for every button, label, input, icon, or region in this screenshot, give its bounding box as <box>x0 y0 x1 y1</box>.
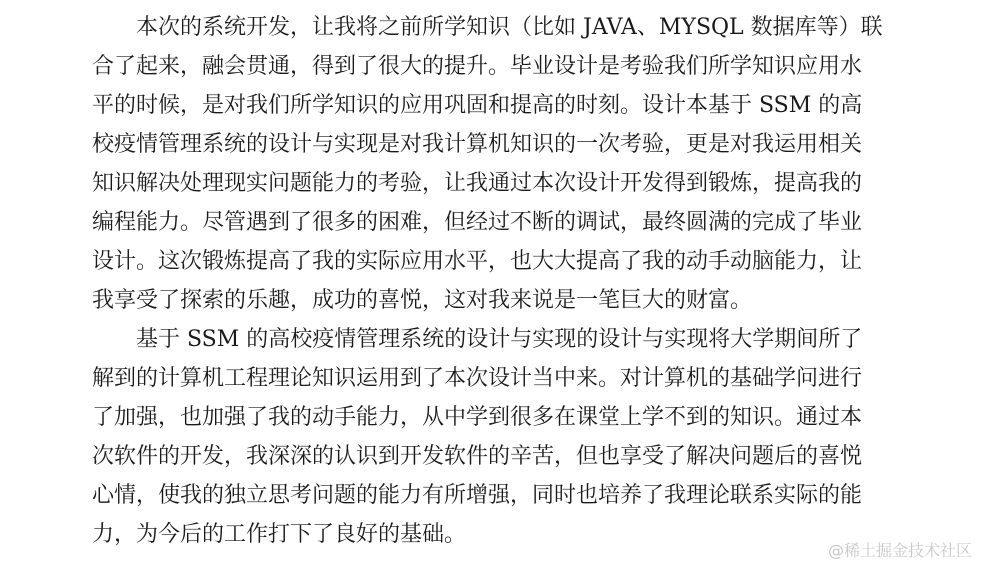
watermark: @稀土掘金技术社区 <box>827 541 972 560</box>
paragraph-2-line-2: 解到的计算机工程理论知识运用到了本次设计当中来。对计算机的基础学问进行 <box>92 366 863 391</box>
paragraph-2-line-4: 次软件的开发，我深深的认识到开发软件的辛苦，但也享受了解决问题后的喜悦 <box>92 444 863 469</box>
paragraph-1-line-5: 知识解决处理现实问题能力的考验，让我通过本次设计开发得到锻炼，提高我的 <box>92 171 863 196</box>
paragraph-2-line-6: 力，为今后的工作打下了良好的基础。 <box>92 522 467 547</box>
paragraph-1-line-4: 校疫情管理系统的设计与实现是对我计算机知识的一次考验，更是对我运用相关 <box>92 132 863 157</box>
paragraph-2-line-5: 心情，使我的独立思考问题的能力有所增强，同时也培养了我理论联系实际的能 <box>92 483 863 508</box>
paragraph-2-line-3: 了加强，也加强了我的动手能力，从中学到很多在课堂上学不到的知识。通过本 <box>92 405 863 430</box>
paragraph-1-line-7: 设计。这次锻炼提高了我的实际应用水平，也大大提高了我的动手动脑能力，让 <box>92 249 863 274</box>
paragraph-1-line-3: 平的时候，是对我们所学知识的应用巩固和提高的时刻。设计本基于 SSM 的高 <box>92 93 863 118</box>
paragraph-2-line-1: 基于 SSM 的高校疫情管理系统的设计与实现的设计与实现将大学期间所了 <box>136 327 863 352</box>
paragraph-1-line-8: 我享受了探索的乐趣，成功的喜悦，这对我来说是一笔巨大的财富。 <box>92 288 753 313</box>
paragraph-1-line-2: 合了起来，融会贯通，得到了很大的提升。毕业设计是考验我们所学知识应用水 <box>92 54 863 79</box>
paragraph-1-line-1: 本次的系统开发，让我将之前所学知识（比如 JAVA、MYSQL 数据库等）联 <box>136 15 883 40</box>
paragraph-1-line-6: 编程能力。尽管遇到了很多的困难，但经过不断的调试，最终圆满的完成了毕业 <box>92 210 863 235</box>
